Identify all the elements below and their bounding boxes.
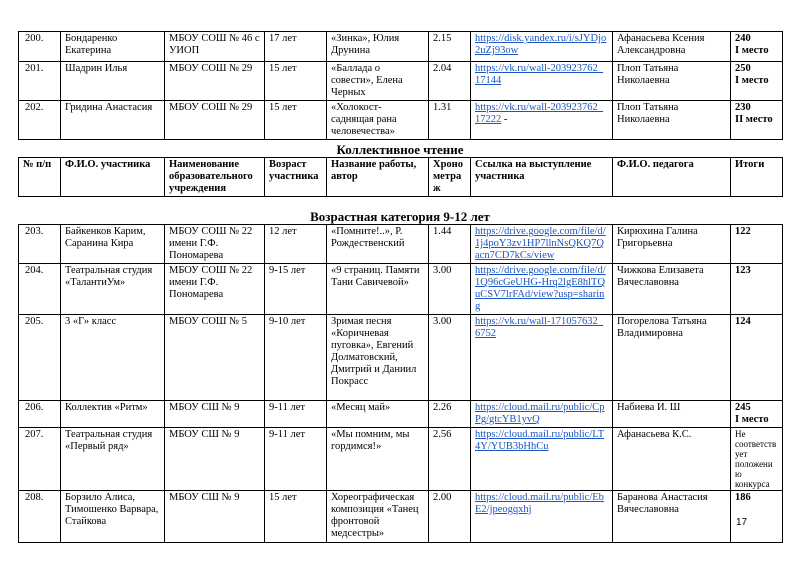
teacher-name: Кирюхина Галина Григорьевна <box>613 225 731 264</box>
participant-age: 9-15 лет <box>265 264 327 315</box>
table-row <box>19 428 783 491</box>
work-title: Зримая песня «Коричневая пуговка», Евгений Долматовский, Дмитрий и Даниил Покрасс <box>327 315 429 401</box>
participant-name: Байкенков Карим, Саранина Кира <box>61 225 165 264</box>
result <box>731 401 783 428</box>
participant-age: 12 лет <box>265 225 327 264</box>
performance-link[interactable]: https://vk.ru/wall-203923762_17222 <box>475 102 604 125</box>
score: 245 <box>735 402 751 413</box>
table-row <box>19 62 783 101</box>
header-link: Ссылка на выступление участника <box>471 158 613 197</box>
place: I место <box>735 45 769 56</box>
duration: 2.26 <box>429 401 471 428</box>
teacher-name: Набиева И. Ш <box>613 401 731 428</box>
place: I место <box>735 414 769 425</box>
result <box>731 315 783 401</box>
teacher-name: Афанасьева Ксения Александровна <box>613 32 731 62</box>
collective-results-table <box>18 224 783 543</box>
table-row <box>19 264 783 315</box>
performance-link-cell <box>471 315 613 401</box>
place: II место <box>735 114 773 125</box>
teacher-name: Погорелова Татьяна Владимировна <box>613 315 731 401</box>
performance-link-cell <box>471 264 613 315</box>
work-title: «Мы помним, мы гордимся!» <box>327 428 429 491</box>
performance-link-cell <box>471 491 613 543</box>
row-number: 200. <box>19 32 61 62</box>
participant-name: Театральная студия «Первый ряд» <box>61 428 165 491</box>
row-number: 202. <box>19 101 61 140</box>
participant-name: Гридина Анастасия <box>61 101 165 140</box>
teacher-name: Чижкова Елизавета Вячеславовна <box>613 264 731 315</box>
row-number: 207. <box>19 428 61 491</box>
participant-age: 9-10 лет <box>265 315 327 401</box>
teacher-name: Плоп Татьяна Николаевна <box>613 62 731 101</box>
collective-reading-heading: Коллективное чтение <box>336 142 464 157</box>
duration: 2.15 <box>429 32 471 62</box>
duration: 1.31 <box>429 101 471 140</box>
performance-link-cell <box>471 101 613 140</box>
table-row <box>19 315 783 401</box>
header-work: Название работы, автор <box>327 158 429 197</box>
age-category-heading: Возрастная категория 9-12 лет <box>310 209 490 224</box>
result <box>731 32 783 62</box>
performance-link-cell <box>471 428 613 491</box>
school-name: МБОУ СОШ № 5 <box>165 315 265 401</box>
result <box>731 62 783 101</box>
duration: 2.04 <box>429 62 471 101</box>
work-title: «Помните!..», Р. Рождественский <box>327 225 429 264</box>
participant-name: Театральная студия «ТалантиУм» <box>61 264 165 315</box>
participant-age: 15 лет <box>265 491 327 543</box>
participant-age: 17 лет <box>265 32 327 62</box>
header-num: № п/п <box>19 158 61 197</box>
work-title: «Зинка», Юлия Друнина <box>327 32 429 62</box>
work-title: «9 страниц. Памяти Тани Савичевой» <box>327 264 429 315</box>
table-row <box>19 101 783 140</box>
header-result: Итоги <box>731 158 783 197</box>
participant-age: 9-11 лет <box>265 428 327 491</box>
duration: 2.56 <box>429 428 471 491</box>
place: I место <box>735 75 769 86</box>
header-time: Хроно метраж <box>429 158 471 197</box>
table-row <box>19 491 783 543</box>
school-name: МБОУ СШ № 9 <box>165 401 265 428</box>
result <box>731 225 783 264</box>
score: 123 <box>735 265 751 276</box>
duration: 3.00 <box>429 315 471 401</box>
row-number: 201. <box>19 62 61 101</box>
row-number: 205. <box>19 315 61 401</box>
performance-link-cell <box>471 62 613 101</box>
performance-link-cell <box>471 225 613 264</box>
performance-link[interactable]: https://cloud.mail.ru/public/CpPg/gtcYB1yvQ <box>475 402 605 425</box>
teacher-name: Афанасьева К.С. <box>613 428 731 491</box>
participant-age: 15 лет <box>265 62 327 101</box>
performance-link[interactable]: https://drive.google.com/file/d/1j4poY3zv1HP7llnNsQKQ7Qacn7CD7kCs/view <box>475 226 606 261</box>
participant-name: Бондаренко Екатерина <box>61 32 165 62</box>
row-number: 204. <box>19 264 61 315</box>
score: 122 <box>735 226 751 237</box>
header-school: Наименование образовательного учреждения <box>165 158 265 197</box>
work-title: «Баллада о совести», Елена Черных <box>327 62 429 101</box>
table-row <box>19 32 783 62</box>
participant-age: 9-11 лет <box>265 401 327 428</box>
duration: 1.44 <box>429 225 471 264</box>
performance-link[interactable]: https://vk.ru/wall-203923762_17144 <box>475 63 604 86</box>
teacher-name: Плоп Татьяна Николаевна <box>613 101 731 140</box>
work-title: Хореографическая композиция «Танец фронтовой медсестры» <box>327 491 429 543</box>
table-row <box>19 225 783 264</box>
teacher-name: Баранова Анастасия Вячеславовна <box>613 491 731 543</box>
row-number: 206. <box>19 401 61 428</box>
header-age: Возраст участника <box>265 158 327 197</box>
school-name: МБОУ СОШ № 29 <box>165 101 265 140</box>
result <box>731 101 783 140</box>
performance-link[interactable]: https://vk.ru/wall-171057632_6752 <box>475 316 604 339</box>
work-title: «Холокост- саднящая рана человечества» <box>327 101 429 140</box>
header-name: Ф.И.О. участника <box>61 158 165 197</box>
page-number: 17 <box>736 517 748 528</box>
work-title: «Месяц май» <box>327 401 429 428</box>
place: Не соответствует положению конкурса <box>735 429 777 489</box>
participant-name: Борзило Алиса, Тимошенко Варвара, Стайкова <box>61 491 165 543</box>
header-row <box>19 158 783 197</box>
header-teacher: Ф.И.О. педагога <box>613 158 731 197</box>
column-header-table <box>18 157 783 197</box>
link-suffix: - <box>501 114 508 125</box>
top-results-table <box>18 31 783 140</box>
performance-link-cell <box>471 32 613 62</box>
school-name: МБОУ СОШ № 29 <box>165 62 265 101</box>
duration: 2.00 <box>429 491 471 543</box>
participant-age: 15 лет <box>265 101 327 140</box>
performance-link[interactable]: https://drive.google.com/file/d/1Q96cGeUHG-Hrq2lgE8hlTQuCSV7lrFAd/view?usp=sharing <box>475 265 606 312</box>
score: 186 <box>735 492 751 503</box>
score: 250 <box>735 63 751 74</box>
school-name: МБОУ СШ № 9 <box>165 491 265 543</box>
performance-link[interactable]: https://cloud.mail.ru/public/LT4Y/YUB3bHhCu <box>475 429 605 452</box>
participant-name: Коллектив «Ритм» <box>61 401 165 428</box>
row-number: 203. <box>19 225 61 264</box>
school-name: МБОУ СОШ № 46 с УИОП <box>165 32 265 62</box>
result <box>731 428 783 491</box>
row-number: 208. <box>19 491 61 543</box>
result <box>731 264 783 315</box>
table-row <box>19 401 783 428</box>
school-name: МБОУ СОШ № 22 имени Г.Ф. Пономарева <box>165 264 265 315</box>
score: 230 <box>735 102 751 113</box>
score: 124 <box>735 316 751 327</box>
performance-link-cell <box>471 401 613 428</box>
performance-link[interactable]: https://cloud.mail.ru/public/EbE2/jpeogqxhj <box>475 492 604 515</box>
performance-link[interactable]: https://disk.yandex.ru/i/sJYDjo2uZj93ow <box>475 33 607 56</box>
school-name: МБОУ СШ № 9 <box>165 428 265 491</box>
participant-name: 3 «Г» класс <box>61 315 165 401</box>
score: 240 <box>735 33 751 44</box>
school-name: МБОУ СОШ № 22 имени Г.Ф. Пономарева <box>165 225 265 264</box>
participant-name: Шадрин Илья <box>61 62 165 101</box>
duration: 3.00 <box>429 264 471 315</box>
